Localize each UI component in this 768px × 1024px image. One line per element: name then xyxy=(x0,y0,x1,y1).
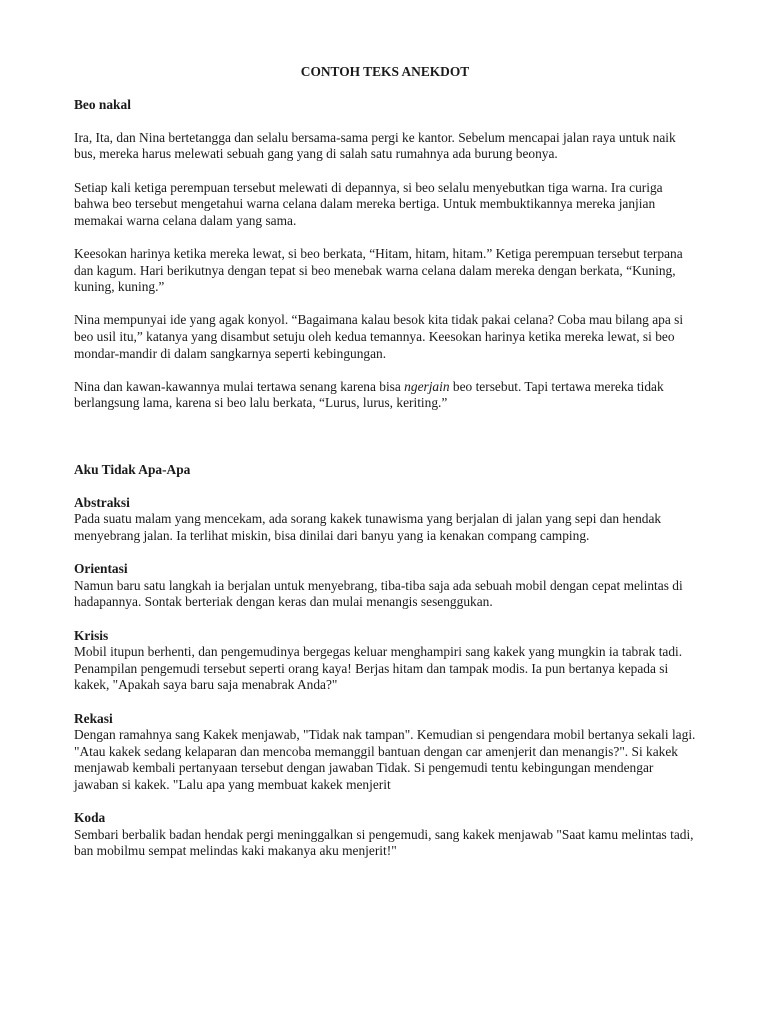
document-page xyxy=(74,64,696,877)
section-text: Namun baru satu langkah ia berjalan untuk menyebrang, tiba-tiba saja ada sebuah mobil dengan cepat melintas di hadapannya. Sontak berteriak dengan keras dan mulai menangis sesenggukan. xyxy=(74,577,683,610)
section-heading: Rekasi xyxy=(74,710,113,726)
paragraph-text: Nina dan kawan-kawannya mulai tertawa senang karena bisa xyxy=(74,378,405,394)
story-title-beo-nakal: Beo nakal xyxy=(74,96,131,112)
section-text: Dengan ramahnya sang Kakek menjawab, "Tidak nak tampan". Kemudian si pengendara mobil bertanya sekali lagi. "Atau kakek sedang kelaparan dan mencoba memanggil bantuan dengan car amenjerit dan menangis?". Si kakek menjawab kembali pertanyaan tersebut dengan jawaban Tidak. Si pengemudi tentu kebingungan mendengar jawaban si kakek. "Lalu apa yang membuat kakek menjerit xyxy=(74,727,696,792)
section-text: Mobil itupun berhenti, dan pengemudinya bergegas keluar menghampiri sang kakek yang mungkin ia tabrak tadi. Penampilan pengemudi tersebut seperti orang kaya! Berjas hitam dan tampak modis. Ia pun bertanya kepada si kakek, "Apakah saya baru saja menabrak Anda?" xyxy=(74,644,683,693)
section-text: Sembari berbalik badan hendak pergi meninggalkan si pengemudi, sang kakek menjawab "Saat kamu melintas tadi, ban mobilmu sempat melindas kaki makanya aku menjerit!" xyxy=(74,826,694,859)
section-rekasi xyxy=(74,711,696,794)
story-title-aku-tidak-apa-apa: Aku Tidak Apa-Apa xyxy=(74,461,191,477)
section-orientasi xyxy=(74,561,696,611)
paragraph: Ira, Ita, dan Nina bertetangga dan selalu bersama-sama pergi ke kantor. Sebelum mencapai jalan raya untuk naik bus, mereka harus melewati sebuah gang yang di salah satu rumahnya ada burung beonya. xyxy=(74,129,676,162)
section-abstraksi xyxy=(74,495,696,545)
paragraph: Setiap kali ketiga perempuan tersebut melewati di depannya, si beo selalu menyebutkan tiga warna. Ira curiga bahwa beo tersebut mengetahui warna celana dalam mereka bertiga. Untuk membuktikannya mereka janjian memakai warna celana dalam yang sama. xyxy=(74,179,663,228)
section-text: Pada suatu malam yang mencekam, ada sorang kakek tunawisma yang berjalan di jalan yang sepi dan hendak menyebrang jalan. Ia terlihat miskin, bisa dinilai dari banyu yang ia kenakan compang camping. xyxy=(74,511,662,544)
paragraph: Nina mempunyai ide yang agak konyol. “Bagaimana kalau besok kita tidak pakai celana? Coba mau bilang apa si beo usil itu,” katanya yang disambut setuju oleh kedua temannya. Keesokan harinya ketika mereka lewat, si beo mondar-mandir di dalam sangkarnya seperti kebingungan. xyxy=(74,312,684,361)
document-title: CONTOH TEKS ANEKDOT xyxy=(300,64,470,79)
section-heading: Orientasi xyxy=(74,561,128,577)
paragraph-ending xyxy=(74,379,696,412)
paragraph: Keesokan harinya ketika mereka lewat, si beo berkata, “Hitam, hitam, hitam.” Ketiga perempuan tersebut terpana dan kagum. Hari berikutnya dengan tepat si beo menebak warna celana dalam mereka dengan berkata, “Kuning, kuning, kuning.” xyxy=(74,245,683,295)
section-heading: Abstraksi xyxy=(74,494,130,510)
section-krisis xyxy=(74,628,696,694)
italic-word: ngerjain xyxy=(404,378,450,394)
section-heading: Koda xyxy=(74,810,106,826)
paragraph-text: beo tersebut. Tapi tertawa mereka tidak berlangsung lama, karena si beo lalu berkata, “Lurus, lurus, keriting.” xyxy=(74,378,664,411)
section-heading: Krisis xyxy=(74,627,109,643)
section-koda xyxy=(74,810,696,860)
